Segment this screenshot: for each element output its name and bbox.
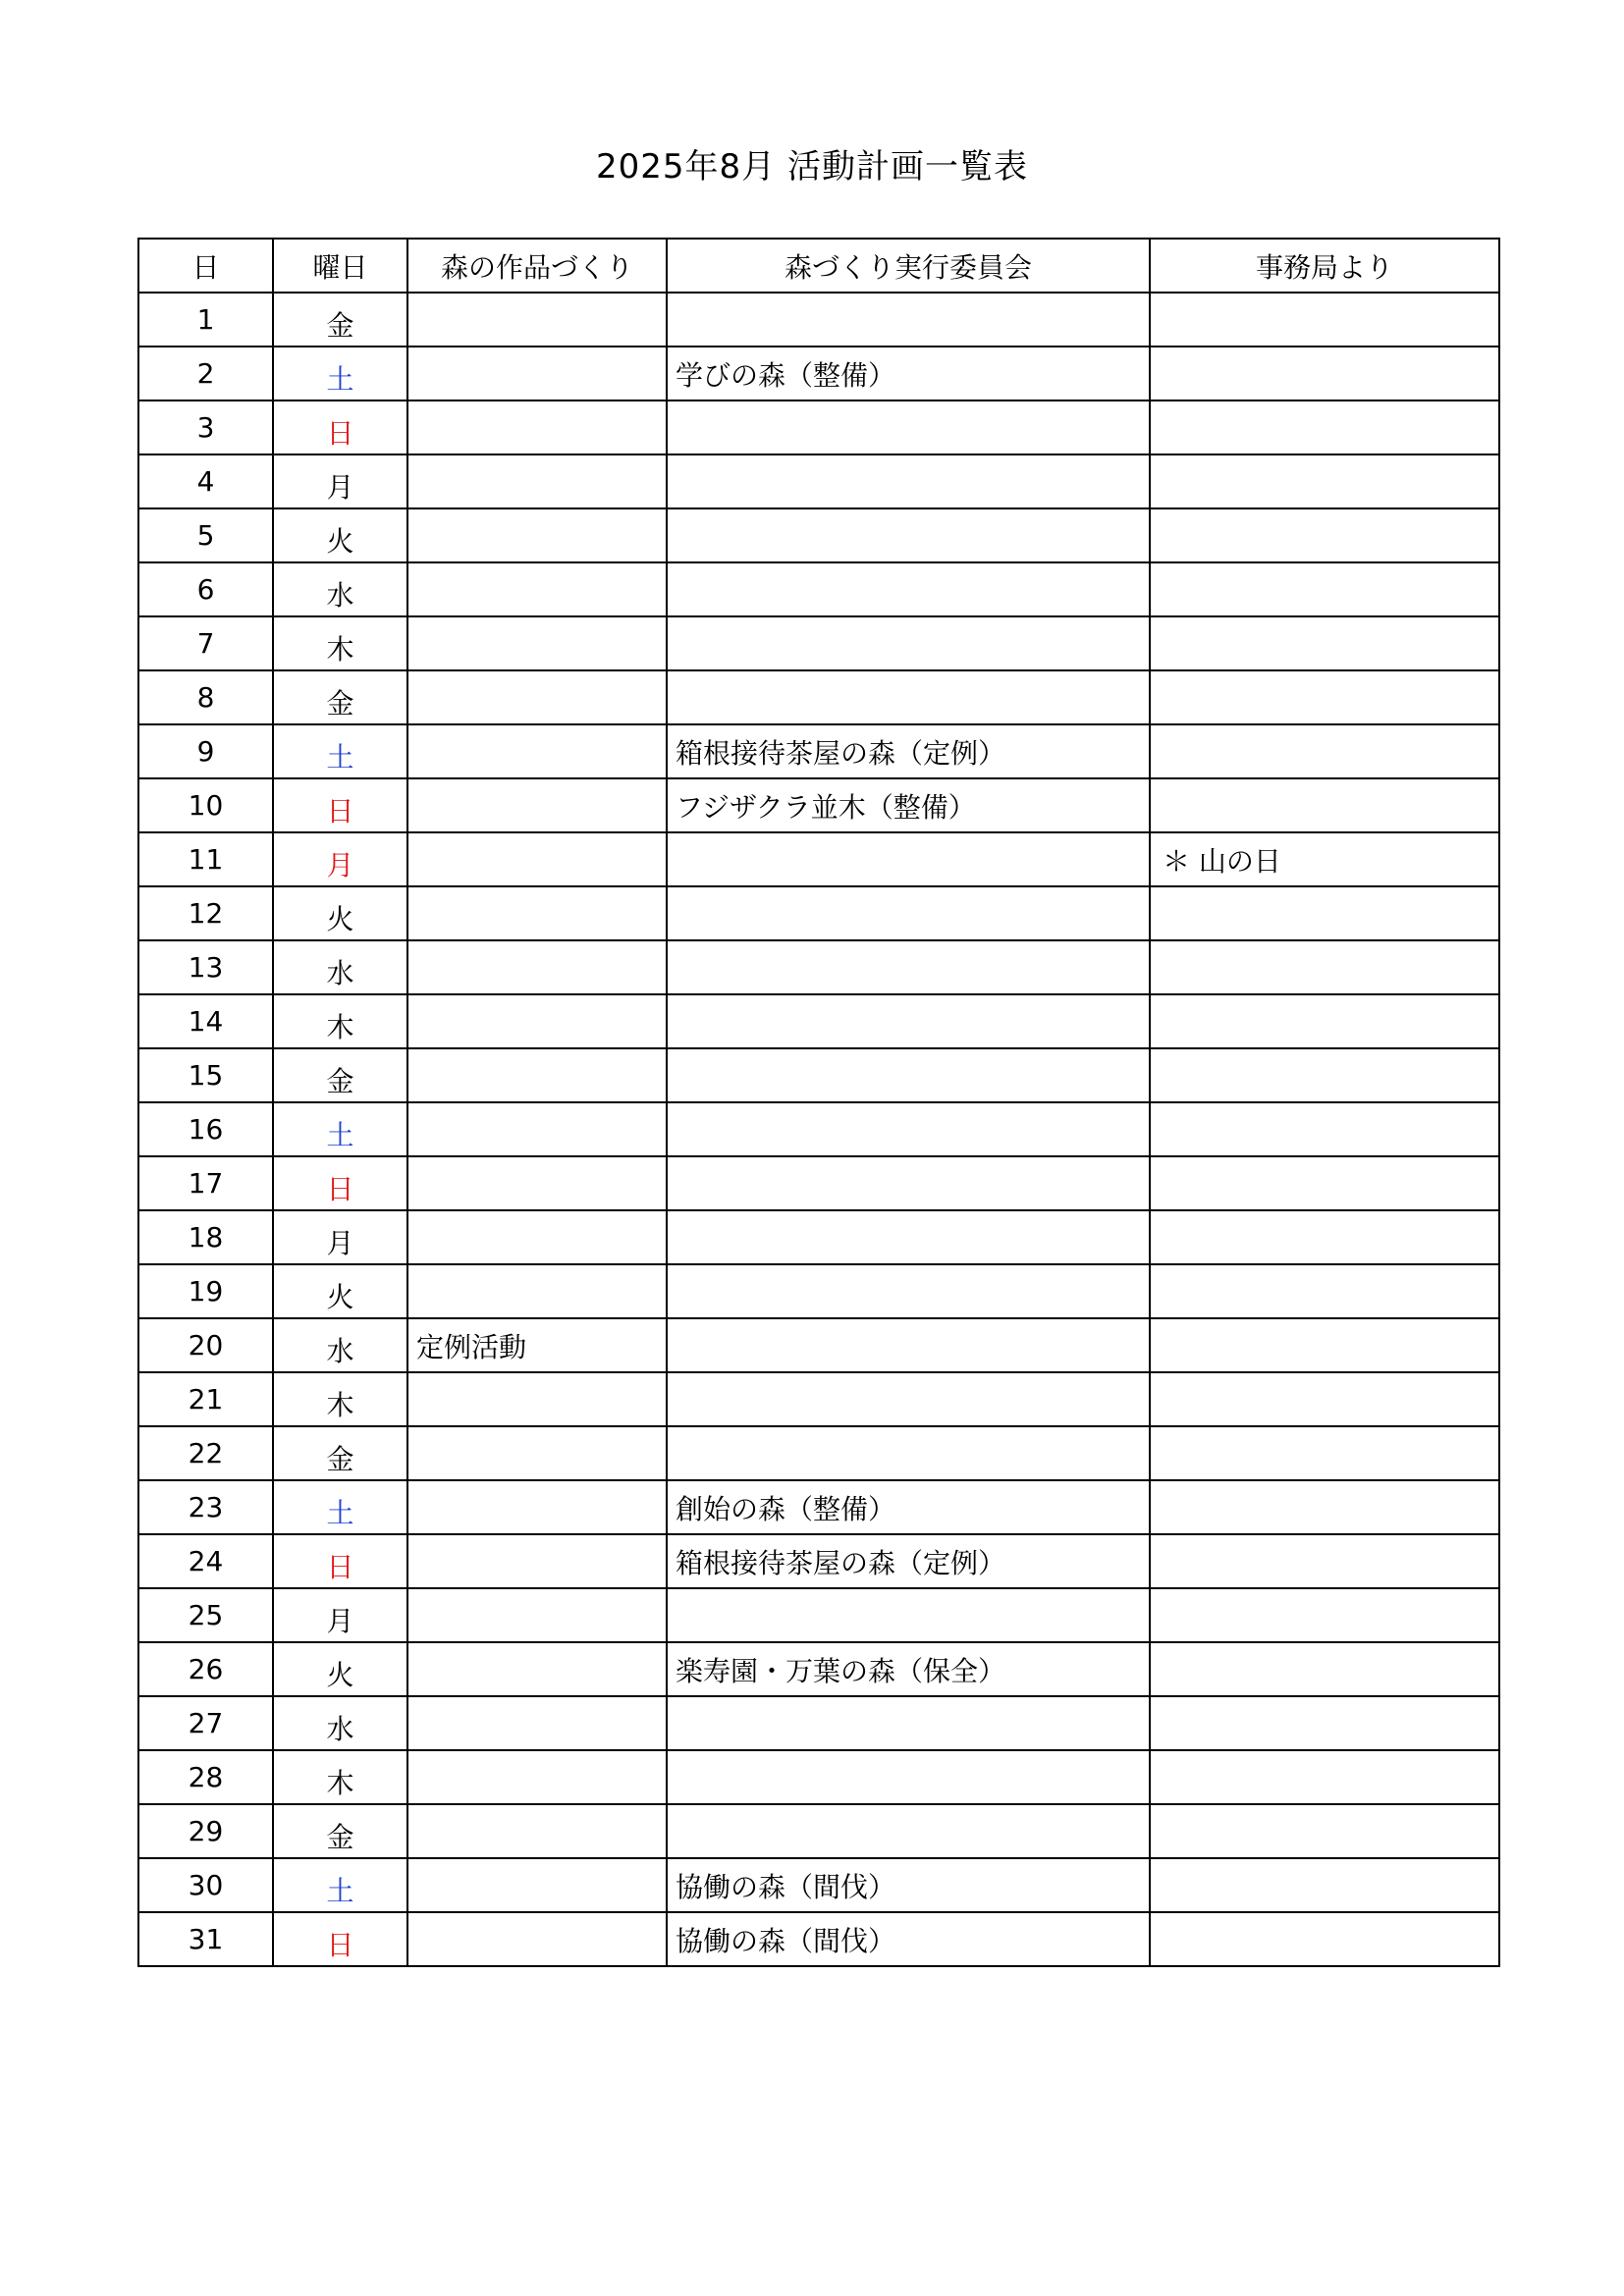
weekday-cell: 水 xyxy=(273,1696,407,1750)
table-row xyxy=(138,940,1499,994)
table-row xyxy=(138,1804,1499,1858)
sakuhin-cell xyxy=(407,724,667,778)
weekday-cell: 土 xyxy=(273,724,407,778)
jimukyoku-cell xyxy=(1150,454,1499,508)
day-number-cell: 15 xyxy=(138,1048,273,1102)
sakuhin-cell xyxy=(407,616,667,670)
iinkai-cell xyxy=(667,1210,1150,1264)
table-row xyxy=(138,1372,1499,1426)
table-row xyxy=(138,1912,1499,1966)
iinkai-cell: 学びの森（整備） xyxy=(667,347,1150,400)
sakuhin-cell xyxy=(407,1048,667,1102)
jimukyoku-cell xyxy=(1150,1264,1499,1318)
iinkai-cell: フジザクラ並木（整備） xyxy=(667,778,1150,832)
header-day: 日 xyxy=(138,239,273,293)
sakuhin-cell xyxy=(407,562,667,616)
weekday-cell: 金 xyxy=(273,293,407,347)
day-number-cell: 12 xyxy=(138,886,273,940)
day-number-cell: 1 xyxy=(138,293,273,347)
jimukyoku-cell xyxy=(1150,1696,1499,1750)
table-row xyxy=(138,1858,1499,1912)
day-number-cell: 25 xyxy=(138,1588,273,1642)
day-number-cell: 23 xyxy=(138,1480,273,1534)
header-sakuhin: 森の作品づくり xyxy=(407,239,667,293)
jimukyoku-cell xyxy=(1150,400,1499,454)
iinkai-cell xyxy=(667,616,1150,670)
iinkai-cell xyxy=(667,886,1150,940)
sakuhin-cell: 定例活動 xyxy=(407,1318,667,1372)
sakuhin-cell xyxy=(407,454,667,508)
day-number-cell: 18 xyxy=(138,1210,273,1264)
iinkai-cell xyxy=(667,1696,1150,1750)
weekday-cell: 日 xyxy=(273,1912,407,1966)
sakuhin-cell xyxy=(407,832,667,886)
weekday-cell: 木 xyxy=(273,1372,407,1426)
iinkai-cell: 創始の森（整備） xyxy=(667,1480,1150,1534)
sakuhin-cell xyxy=(407,508,667,562)
day-number-cell: 21 xyxy=(138,1372,273,1426)
header-jimukyoku: 事務局より xyxy=(1150,239,1499,293)
iinkai-cell xyxy=(667,1804,1150,1858)
jimukyoku-cell: ＊ 山の日 xyxy=(1150,832,1499,886)
jimukyoku-cell xyxy=(1150,1372,1499,1426)
iinkai-cell xyxy=(667,1750,1150,1804)
table-row xyxy=(138,400,1499,454)
jimukyoku-cell xyxy=(1150,1318,1499,1372)
jimukyoku-cell xyxy=(1150,724,1499,778)
table-row xyxy=(138,670,1499,724)
sakuhin-cell xyxy=(407,670,667,724)
day-number-cell: 3 xyxy=(138,400,273,454)
day-number-cell: 6 xyxy=(138,562,273,616)
table-row xyxy=(138,562,1499,616)
iinkai-cell: 楽寿園・万葉の森（保全） xyxy=(667,1642,1150,1696)
sakuhin-cell xyxy=(407,1750,667,1804)
day-number-cell: 10 xyxy=(138,778,273,832)
day-number-cell: 28 xyxy=(138,1750,273,1804)
sakuhin-cell xyxy=(407,347,667,400)
day-number-cell: 19 xyxy=(138,1264,273,1318)
iinkai-cell: 協働の森（間伐） xyxy=(667,1912,1150,1966)
table-row xyxy=(138,1642,1499,1696)
day-number-cell: 11 xyxy=(138,832,273,886)
header-iinkai: 森づくり実行委員会 xyxy=(667,239,1150,293)
sakuhin-cell xyxy=(407,1156,667,1210)
jimukyoku-cell xyxy=(1150,1750,1499,1804)
iinkai-cell xyxy=(667,293,1150,347)
table-row xyxy=(138,886,1499,940)
jimukyoku-cell xyxy=(1150,293,1499,347)
table-row xyxy=(138,1048,1499,1102)
weekday-cell: 土 xyxy=(273,1480,407,1534)
iinkai-cell xyxy=(667,562,1150,616)
day-number-cell: 31 xyxy=(138,1912,273,1966)
day-number-cell: 13 xyxy=(138,940,273,994)
jimukyoku-cell xyxy=(1150,1210,1499,1264)
weekday-cell: 木 xyxy=(273,1750,407,1804)
header-row xyxy=(138,239,1499,293)
jimukyoku-cell xyxy=(1150,940,1499,994)
jimukyoku-cell xyxy=(1150,616,1499,670)
table-row xyxy=(138,1318,1499,1372)
weekday-cell: 月 xyxy=(273,832,407,886)
day-number-cell: 2 xyxy=(138,347,273,400)
weekday-cell: 金 xyxy=(273,1426,407,1480)
iinkai-cell xyxy=(667,1048,1150,1102)
schedule-table xyxy=(137,238,1500,1967)
iinkai-cell xyxy=(667,400,1150,454)
weekday-cell: 土 xyxy=(273,1858,407,1912)
sakuhin-cell xyxy=(407,1912,667,1966)
table-row xyxy=(138,778,1499,832)
weekday-cell: 金 xyxy=(273,1804,407,1858)
day-number-cell: 8 xyxy=(138,670,273,724)
sakuhin-cell xyxy=(407,1804,667,1858)
day-number-cell: 5 xyxy=(138,508,273,562)
sakuhin-cell xyxy=(407,886,667,940)
iinkai-cell: 箱根接待茶屋の森（定例） xyxy=(667,724,1150,778)
iinkai-cell xyxy=(667,994,1150,1048)
table-row xyxy=(138,1426,1499,1480)
table-row xyxy=(138,1534,1499,1588)
table-row xyxy=(138,1750,1499,1804)
jimukyoku-cell xyxy=(1150,1642,1499,1696)
table-row xyxy=(138,832,1499,886)
weekday-cell: 土 xyxy=(273,1102,407,1156)
iinkai-cell xyxy=(667,1156,1150,1210)
day-number-cell: 27 xyxy=(138,1696,273,1750)
sakuhin-cell xyxy=(407,1480,667,1534)
weekday-cell: 月 xyxy=(273,1210,407,1264)
header-weekday: 曜日 xyxy=(273,239,407,293)
sakuhin-cell xyxy=(407,778,667,832)
day-number-cell: 22 xyxy=(138,1426,273,1480)
day-number-cell: 26 xyxy=(138,1642,273,1696)
schedule-body xyxy=(138,293,1499,1966)
jimukyoku-cell xyxy=(1150,1534,1499,1588)
sakuhin-cell xyxy=(407,1372,667,1426)
table-row xyxy=(138,1696,1499,1750)
day-number-cell: 17 xyxy=(138,1156,273,1210)
jimukyoku-cell xyxy=(1150,886,1499,940)
table-row xyxy=(138,347,1499,400)
weekday-cell: 日 xyxy=(273,400,407,454)
day-number-cell: 16 xyxy=(138,1102,273,1156)
jimukyoku-cell xyxy=(1150,1480,1499,1534)
sakuhin-cell xyxy=(407,1588,667,1642)
weekday-cell: 水 xyxy=(273,562,407,616)
table-row xyxy=(138,1156,1499,1210)
iinkai-cell xyxy=(667,508,1150,562)
day-number-cell: 24 xyxy=(138,1534,273,1588)
weekday-cell: 月 xyxy=(273,454,407,508)
table-row xyxy=(138,616,1499,670)
jimukyoku-cell xyxy=(1150,347,1499,400)
iinkai-cell xyxy=(667,940,1150,994)
sakuhin-cell xyxy=(407,1696,667,1750)
sakuhin-cell xyxy=(407,994,667,1048)
jimukyoku-cell xyxy=(1150,1102,1499,1156)
weekday-cell: 火 xyxy=(273,1642,407,1696)
jimukyoku-cell xyxy=(1150,1156,1499,1210)
day-number-cell: 9 xyxy=(138,724,273,778)
iinkai-cell xyxy=(667,1372,1150,1426)
jimukyoku-cell xyxy=(1150,670,1499,724)
table-row xyxy=(138,994,1499,1048)
weekday-cell: 水 xyxy=(273,940,407,994)
jimukyoku-cell xyxy=(1150,508,1499,562)
table-row xyxy=(138,1588,1499,1642)
table-row xyxy=(138,1210,1499,1264)
table-row xyxy=(138,1102,1499,1156)
page-title: 2025年8月 活動計画一覧表 xyxy=(596,147,1028,187)
table-row xyxy=(138,454,1499,508)
iinkai-cell: 協働の森（間伐） xyxy=(667,1858,1150,1912)
weekday-cell: 火 xyxy=(273,508,407,562)
weekday-cell: 土 xyxy=(273,347,407,400)
sakuhin-cell xyxy=(407,1534,667,1588)
sakuhin-cell xyxy=(407,1426,667,1480)
weekday-cell: 日 xyxy=(273,1156,407,1210)
sakuhin-cell xyxy=(407,293,667,347)
iinkai-cell xyxy=(667,1318,1150,1372)
weekday-cell: 月 xyxy=(273,1588,407,1642)
iinkai-cell xyxy=(667,1102,1150,1156)
iinkai-cell xyxy=(667,1426,1150,1480)
day-number-cell: 20 xyxy=(138,1318,273,1372)
table-row xyxy=(138,1264,1499,1318)
iinkai-cell xyxy=(667,1264,1150,1318)
jimukyoku-cell xyxy=(1150,778,1499,832)
weekday-cell: 金 xyxy=(273,1048,407,1102)
sakuhin-cell xyxy=(407,1264,667,1318)
sakuhin-cell xyxy=(407,940,667,994)
iinkai-cell xyxy=(667,670,1150,724)
day-number-cell: 29 xyxy=(138,1804,273,1858)
jimukyoku-cell xyxy=(1150,1804,1499,1858)
iinkai-cell xyxy=(667,832,1150,886)
jimukyoku-cell xyxy=(1150,1912,1499,1966)
weekday-cell: 日 xyxy=(273,1534,407,1588)
jimukyoku-cell xyxy=(1150,1858,1499,1912)
weekday-cell: 火 xyxy=(273,1264,407,1318)
iinkai-cell xyxy=(667,1588,1150,1642)
jimukyoku-cell xyxy=(1150,994,1499,1048)
sakuhin-cell xyxy=(407,1102,667,1156)
table-row xyxy=(138,1480,1499,1534)
jimukyoku-cell xyxy=(1150,1048,1499,1102)
iinkai-cell: 箱根接待茶屋の森（定例） xyxy=(667,1534,1150,1588)
weekday-cell: 金 xyxy=(273,670,407,724)
sakuhin-cell xyxy=(407,400,667,454)
weekday-cell: 火 xyxy=(273,886,407,940)
weekday-cell: 日 xyxy=(273,778,407,832)
jimukyoku-cell xyxy=(1150,1426,1499,1480)
day-number-cell: 7 xyxy=(138,616,273,670)
weekday-cell: 木 xyxy=(273,616,407,670)
sakuhin-cell xyxy=(407,1642,667,1696)
jimukyoku-cell xyxy=(1150,1588,1499,1642)
table-row xyxy=(138,508,1499,562)
table-row xyxy=(138,293,1499,347)
day-number-cell: 4 xyxy=(138,454,273,508)
iinkai-cell xyxy=(667,454,1150,508)
table-row xyxy=(138,724,1499,778)
weekday-cell: 木 xyxy=(273,994,407,1048)
jimukyoku-cell xyxy=(1150,562,1499,616)
day-number-cell: 30 xyxy=(138,1858,273,1912)
weekday-cell: 水 xyxy=(273,1318,407,1372)
day-number-cell: 14 xyxy=(138,994,273,1048)
sakuhin-cell xyxy=(407,1210,667,1264)
sakuhin-cell xyxy=(407,1858,667,1912)
